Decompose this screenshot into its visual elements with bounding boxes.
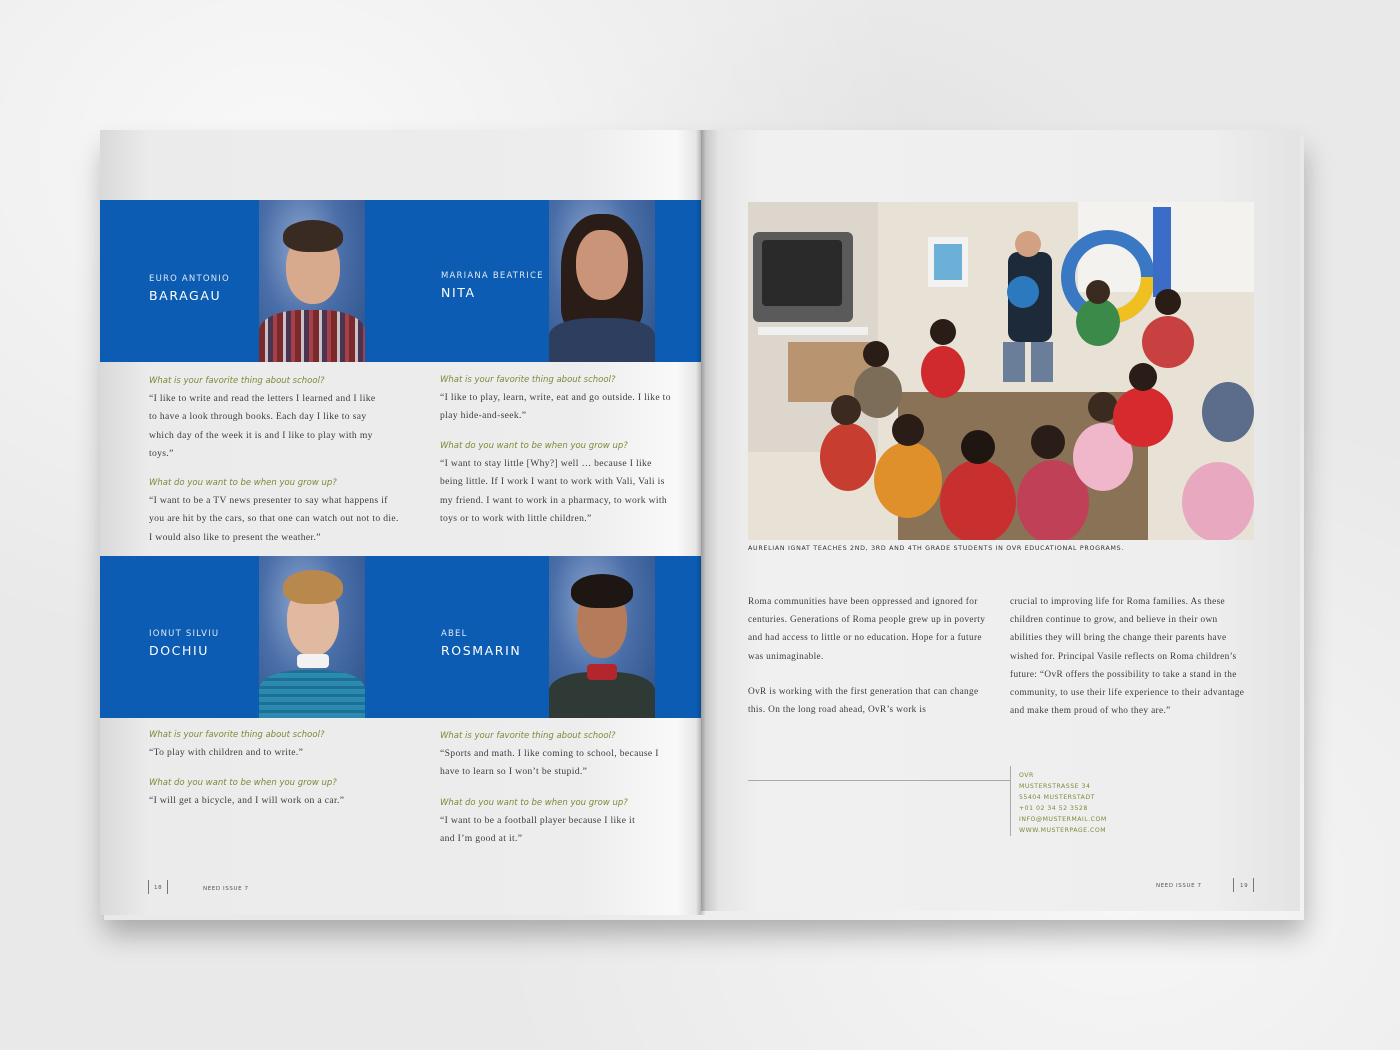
folio-rule [167,880,168,894]
answer-grow-up: “I want to be a TV news presenter to say what happens if you are hit by the cars, so that one can watch out not to die. I would also like to present the weather.” [149,495,399,543]
contact-email: INFO@MUSTERMAIL.COM [1019,816,1107,823]
folio-rule [1233,878,1234,892]
answer-grow-up: “I will get a bicycle, and I will work on a car.” [149,795,345,806]
contact-street: MUSTERSTRASSE 34 [1019,783,1091,790]
contact-org: OVR [1019,772,1034,779]
profile-band-bottom [100,556,701,718]
answer-favorite-thing: “I like to write and read the letters I learned and I like to have a look through books. Each day I like to say which day of the week it is and I like to play with my toys.” [149,393,376,459]
answer-grow-up: “I want to be a football player because I like it and I’m good at it.” [440,815,636,845]
profile-last-name: ROSMARIN [441,643,522,658]
left-page [100,130,701,915]
answer-grow-up: “I want to stay little [Why?] well … because I like being little. If I work I want to work with Vali, Vali is my friend. I want to work in a pharmacy, to work with toys or to work with little children.” [440,458,668,524]
question-grow-up: What do you want to be when you grow up? [149,478,337,488]
question-grow-up: What do you want to be when you grow up? [440,441,628,451]
profile-band-top [100,200,701,362]
question-favorite-thing: What is your favorite thing about school? [149,376,325,386]
profile-last-name: NITA [441,285,476,300]
photo-caption: AURELIAN IGNAT TEACHES 2ND, 3RD AND 4TH GRADE STUDENTS IN OVR EDUCATIONAL PROGRAMS. [748,545,1125,552]
contact-vertical-rule [1010,766,1011,836]
right-page [701,130,1300,911]
profile-photo-dochiu [259,556,365,718]
profile-photo-rosmarin [549,556,655,718]
profile-first-names: EURO ANTONIO [149,274,230,284]
profile-photo-nita [549,200,655,362]
classroom-photo [748,202,1254,540]
folio-rule [148,880,149,894]
profile-first-names: MARIANA BEATRICE [441,271,544,281]
body-column-1-paragraph-2: OvR is working with the first generation that can change this. On the long road ahead, OvR’s work is [748,687,979,716]
folio-rule [1253,878,1254,892]
contact-rule [748,780,1010,781]
folio-issue: NEED ISSUE 7 [1156,883,1202,889]
question-favorite-thing: What is your favorite thing about school? [440,731,616,741]
page-number: 18 [154,885,163,891]
folio-issue: NEED ISSUE 7 [203,886,249,892]
classroom-photo-illustration [748,202,1254,540]
contact-city: 55404 MUSTERSTADT [1019,794,1095,801]
question-favorite-thing: What is your favorite thing about school? [440,375,616,385]
contact-phone: +01 02 34 52 3528 [1019,805,1088,812]
profile-last-name: DOCHIU [149,643,210,658]
contact-web: WWW.MUSTERPAGE.COM [1019,827,1107,834]
answer-favorite-thing: “Sports and math. I like coming to school, because I have to learn so I won’t be stupid.” [440,748,659,778]
body-column-2: crucial to improving life for Roma families. As these children continue to grow, and believe in their own abilities they will bring the change their parents have wished for. Principal Vasile reflects on Roma children’s future: “OvR offers the possibility to take a stand in the community, to use their life experience to their advantage and make them proud of who they are.” [1010,597,1245,717]
contact-block [1019,770,1107,836]
profile-photo-baragau [259,200,365,362]
answer-favorite-thing: “To play with children and to write.” [149,747,304,758]
page-number: 19 [1240,883,1249,889]
profile-last-name: BARAGAU [149,288,222,303]
answer-favorite-thing: “I like to play, learn, write, eat and go outside. I like to play hide-and-seek.” [440,392,671,422]
question-grow-up: What do you want to be when you grow up? [440,798,628,808]
profile-first-names: IONUT SILVIU [149,629,220,639]
body-column-1-paragraph-1: Roma communities have been oppressed and ignored for centuries. Generations of Roma people grew up in poverty and had access to little or no education. Hope for a future was unimaginable. [748,597,986,662]
question-favorite-thing: What is your favorite thing about school? [149,730,325,740]
spine-shadow [696,130,706,915]
profile-first-names: ABEL [441,629,468,639]
question-grow-up: What do you want to be when you grow up? [149,778,337,788]
